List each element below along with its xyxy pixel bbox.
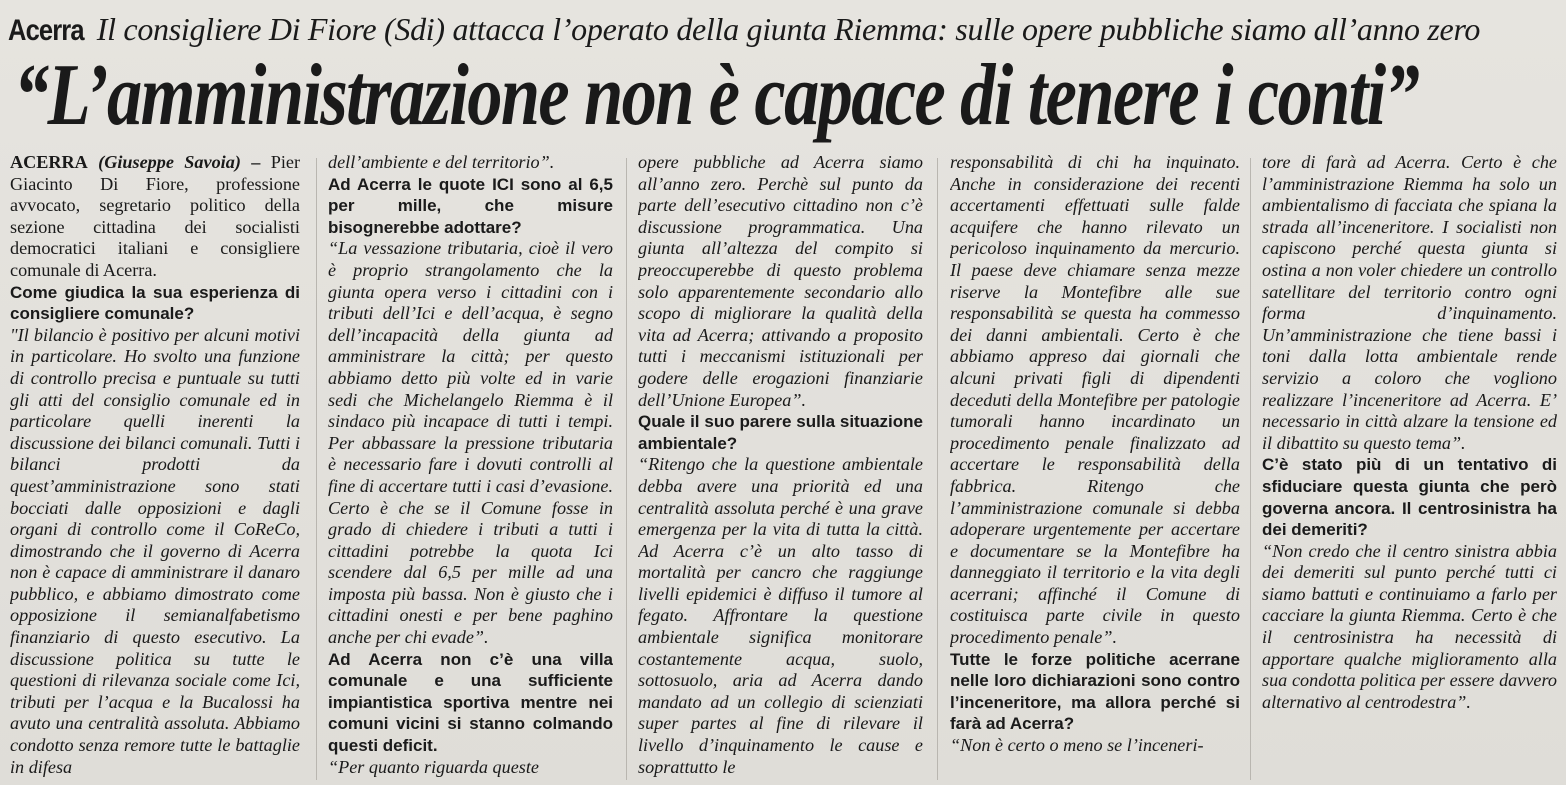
article-column-1 xyxy=(10,152,300,782)
column-rule xyxy=(937,158,938,780)
article-column-4 xyxy=(950,152,1240,782)
kicker xyxy=(8,8,1560,50)
answer-5-continued: tore di farà ad Acerra. Certo è che l’amministrazione Riemma ha solo un ambientalismo di facciata che spiana la strada all’inceneritore. I socialisti non capiscono perché questa giunta si ostina a non voler chiedere un controllo satellitare del territorio contro ogni forma d’inquinamento. Un’amministrazione che tiene bassi i toni dalla lotta ambientale rende servizio a coloro che vogliono realizzare l’inceneritore ad Acerra. E’ necessario in città alzare la tensione ed il dibattito su questo tema”. xyxy=(1262,152,1557,453)
question-4: Quale il suo parere sulla situazione ambientale? xyxy=(638,412,923,453)
answer-4-continued: responsabilità di chi ha inquinato. Anche in considerazione dei recenti accertamenti effettuati sulle falde acquifere che hanno rilevato un pericoloso inquinamento da mercurio. Il paese deve chiamare senza mezze riserve la Montefibre alle sue responsabilità se questa ha commesso dei danni ambientali. Certo è che abbiamo appreso dai giornali che alcuni privati figli di dipendenti deceduti della Montefibre per patologie tumorali hanno incardinato un procedimento penale finalizzato ad accertare le responsabilità della fabbrica. Ritengo che l’amministrazione comunale si debba adoperare urgentemente per accertare e documentare se la Montefibre ha danneggiato il territorio e la vita degli acerrani; affinché il Comune di costituisca parte civile in questo procedimento penale”. xyxy=(950,152,1240,648)
answer-1: "Il bilancio è positivo per alcuni motivi in particolare. Ho svolto una funzione di controllo precisa e puntuale su tutti gli atti del consiglio comunale ed in particolare quelli inerenti la discussione dei bilanci comunali. Tutti i bilanci prodotti da quest’amministrazione sono stati bocciati dalle opposizioni e dagli organi di controllo come il CoReCo, dimostrando che il governo di Acerra non è capace di amministrare il danaro pubblico, e abbiamo dimostrato come opposizione il semianalfabetismo finanziario di questo esecutivo. La discussione politica su tutte le questioni di rilevanza sociale come Ici, tributi per l’acqua e la Bucalossi ha avuto una centralità assoluta. Abbiamo condotto senza remore tutte le battaglie in difesa xyxy=(10,324,300,777)
column-rule xyxy=(626,158,627,780)
answer-3-continued: opere pubbliche ad Acerra siamo all’anno zero. Perchè sul punto da parte dell’esecutivo cittadino non c’è discussione programmatica. Una giunta all’altezza del compito si preoccuperebbe di questo problema solo apparentemente secondario allo scopo di migliorare la qualità della vita ad Acerra; attivando a proposito tutti i meccanismi istituzionali per godere delle erogazioni finanziarie dell’Unione Europea”. xyxy=(638,152,923,410)
answer-1-continued: dell’ambiente e del territorio”. xyxy=(328,152,555,172)
article-column-5 xyxy=(1262,152,1557,782)
question-6: C’è stato più di un tentativo di sfiduciare questa giunta che però governa ancora. Il centrosinistra ha dei demeriti? xyxy=(1262,455,1557,540)
question-2: Ad Acerra le quote ICI sono al 6,5 per mille, che misure bisognerebbe adottare? xyxy=(328,174,613,237)
article-column-2 xyxy=(328,152,613,782)
question-3: Ad Acerra non c’è una villa comunale e una sufficiente impiantistica sportiva mentre nei comuni vicini si stanno colmando questi deficit. xyxy=(328,649,613,756)
column-rule xyxy=(1250,158,1251,780)
question-1: Come giudica la sua esperienza di consigliere comunale? xyxy=(10,282,300,324)
column-rule xyxy=(316,158,317,780)
answer-2: “La vessazione tributaria, cioè il vero è proprio strangolamento che la giunta opera verso i cittadini con i tributi dell’Ici e dell’acqua, è segno dell’incapacità della giunta ad amministrare la città; per questo abbiamo detto più volte ed in varie sedi che Michelangelo Riemma è il sindaco più incapace di tutti i tempi. Per abbassare la pressione tributaria è necessario fare i dovuti controlli al fine di accertare tutti i casi d’evasione. Certo è che se il Comune fosse in grado di chiedere i tributi a tutti i cittadini potrebbe la quota Ici scendere dal 6,5 per mille ad una imposta più bassa. Non è giusto che i cittadini onesti e per bene paghino anche per chi evade”. xyxy=(328,238,613,648)
answer-6: “Non credo che il centro sinistra abbia dei demeriti sul punto perché tutti ci siamo battuti e continuiamo a farlo per cacciare la giunta Riemma. Certo è che il centrosinistra ha necessità di apportare qualche miglioramento alla sua condotta politica per essere davvero alternativo al centrodestra”. xyxy=(1262,540,1557,712)
answer-5: “Non è certo o meno se l’inceneri- xyxy=(950,735,1204,756)
answer-3: “Per quanto riguarda queste xyxy=(328,756,540,777)
question-5: Tutte le forze politiche acerrane nelle loro dichiarazioni sono contro l’inceneritore, ma allora perché si farà ad Acerra? xyxy=(950,649,1240,734)
kicker-subtitle: Il consigliere Di Fiore (Sdi) attacca l’operato della giunta Riemma: sulle opere pubbliche siamo all’anno zero xyxy=(96,11,1481,47)
dateline-dash: – xyxy=(240,152,271,172)
answer-4: “Ritengo che la questione ambientale debba avere una priorità ed una centralità assoluta perché è una grave emergenza per la vita di tutta la città. Ad Acerra c’è un alto tasso di mortalità per cancro che raggiunge livelli epidemici è diffuso il tumore al fegato. Affrontare la questione ambientale significa monitorare costantemente acqua, suolo, sottosuolo, aria ad Acerra dando mandato ad un collegio di scienziati super partes al fine di rilevare il livello d’inquinamento le cause e soprattutto le xyxy=(638,454,923,777)
headline: “L’amministrazione non è capace di tenere i conti” xyxy=(14,47,1419,144)
article-column-3 xyxy=(638,152,923,782)
dateline-place: ACERRA xyxy=(10,152,88,172)
intro-text: Pier Giacinto Di Fiore, professione avvocato, segretario politico della sezione cittadina dei socialisti democratici italiani e consigliere comunale di Acerra. xyxy=(10,152,300,280)
kicker-place: Acerra xyxy=(8,14,84,47)
article-lead xyxy=(10,152,300,282)
byline: (Giuseppe Savoia) xyxy=(98,152,241,172)
